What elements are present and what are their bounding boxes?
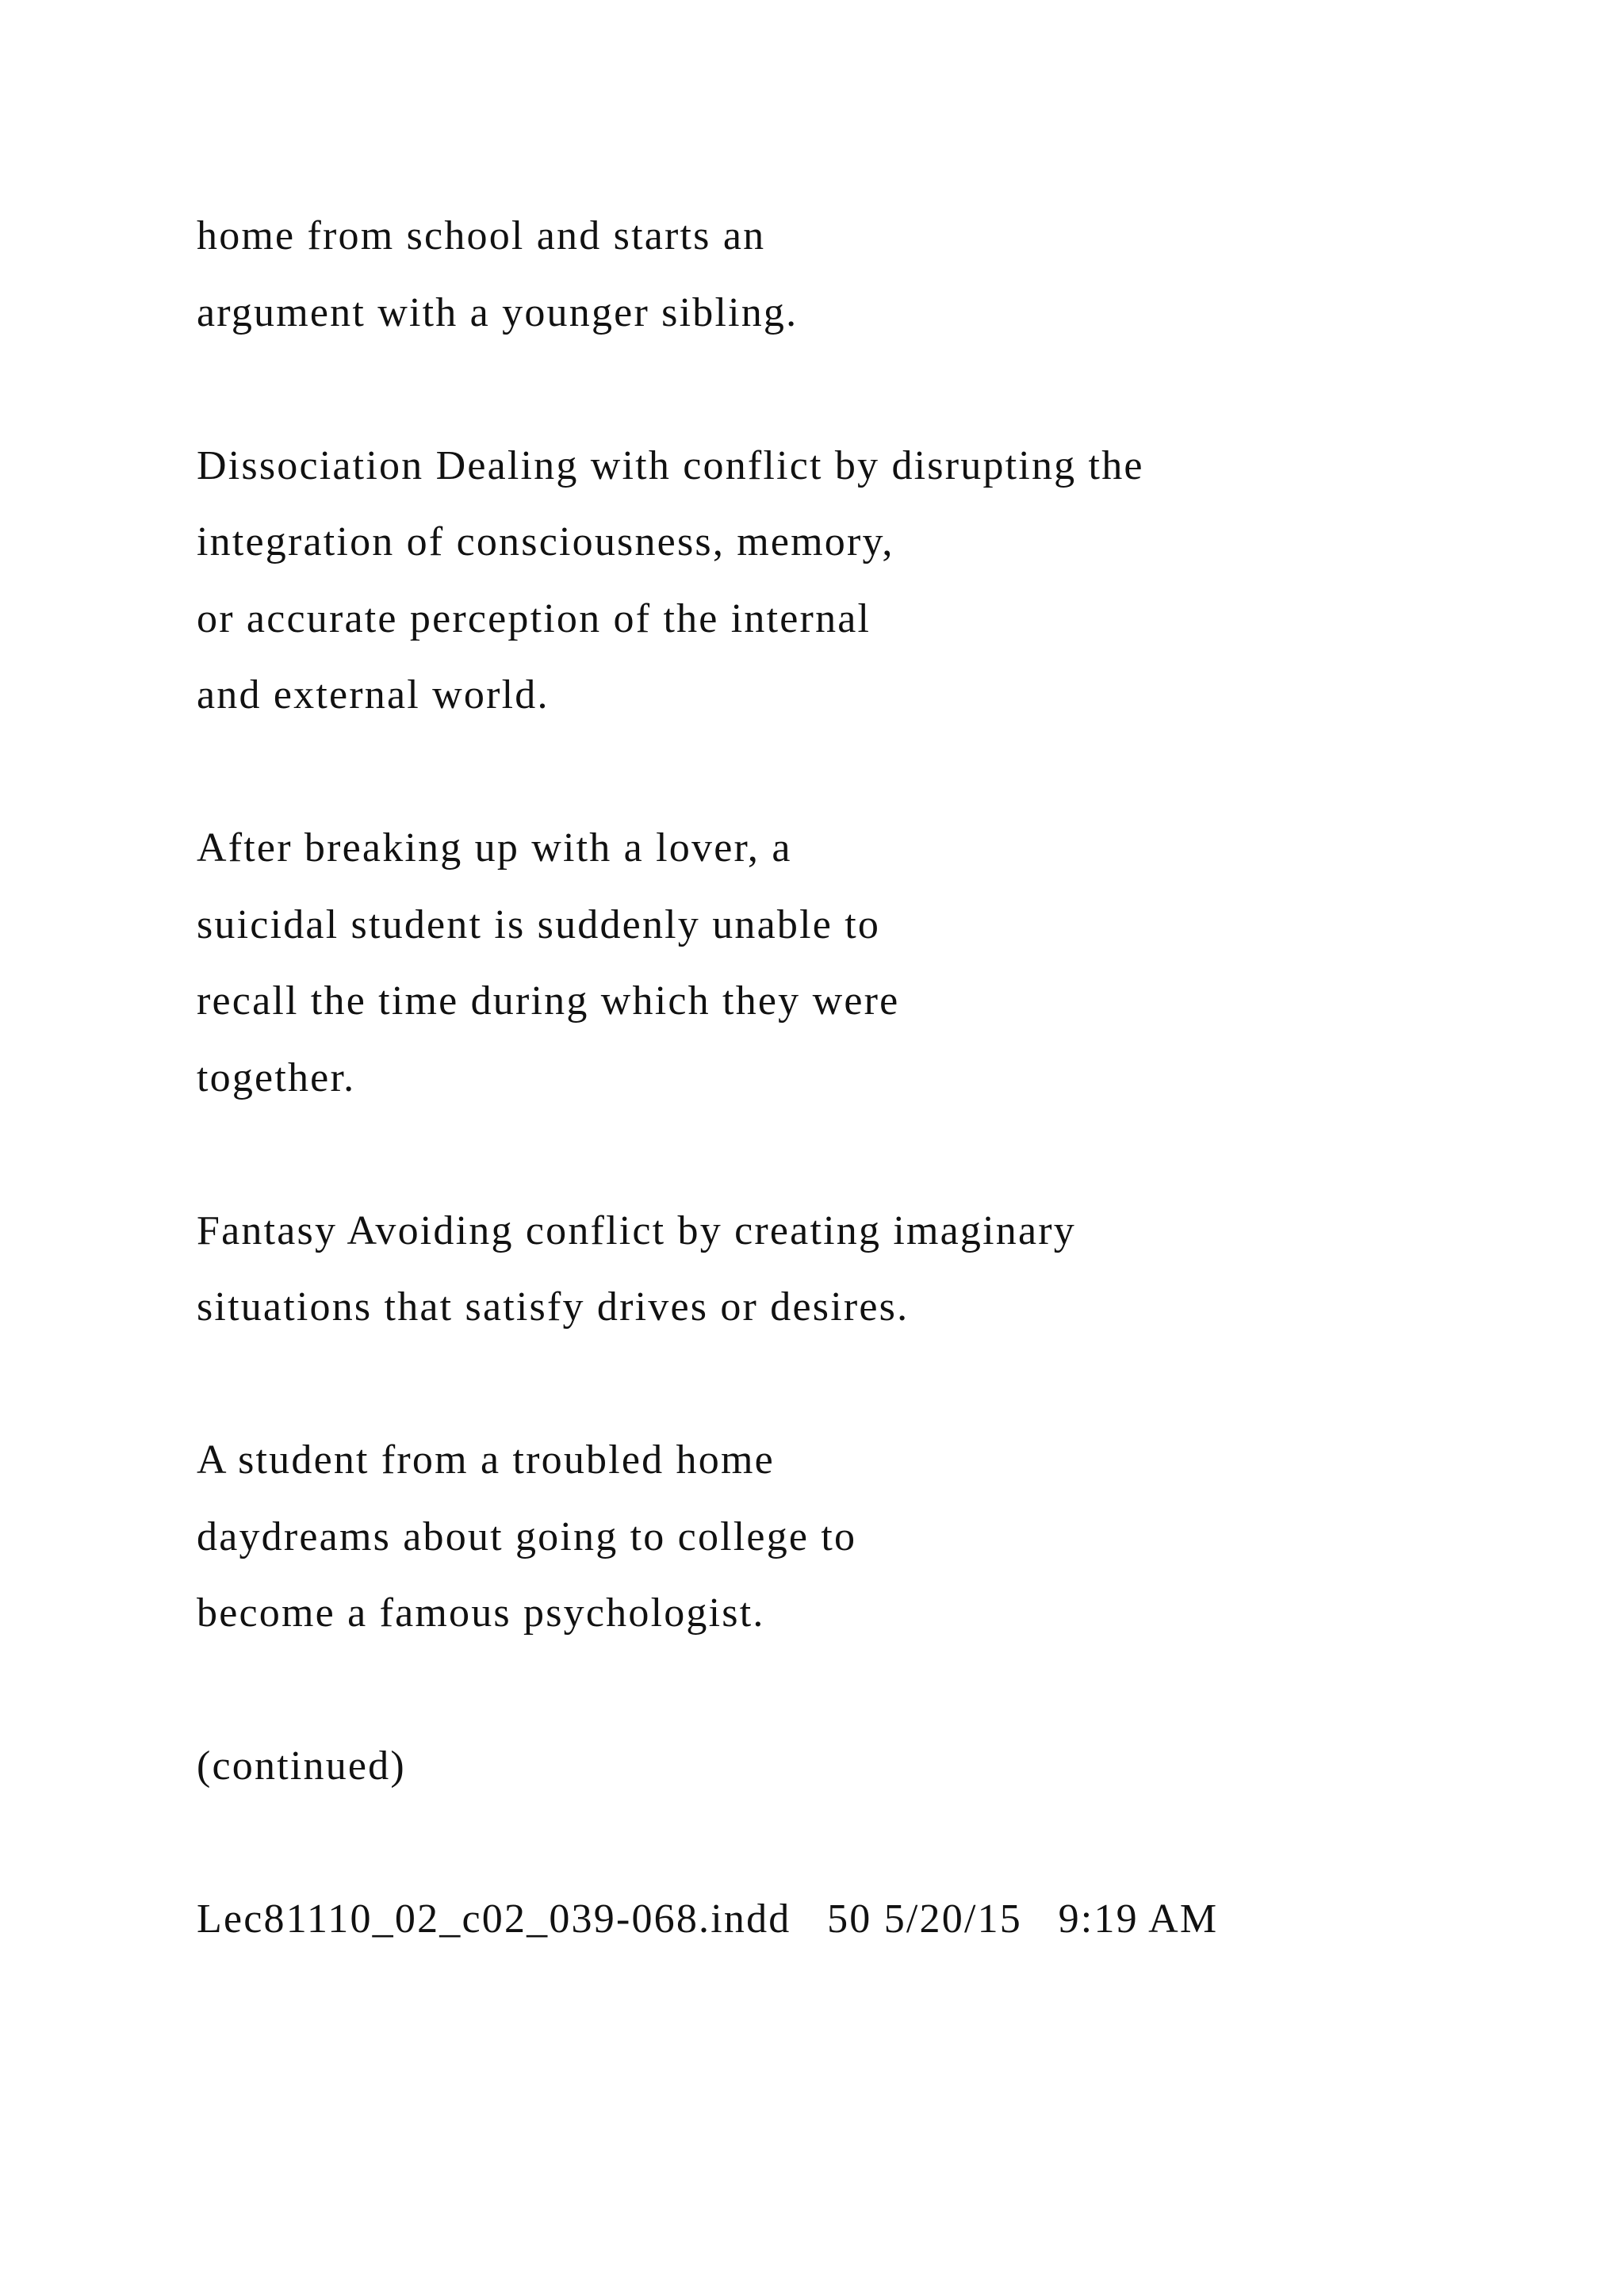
paragraph-fantasy-definition: [197, 1193, 1545, 1346]
paragraph-gap: [197, 734, 1545, 811]
text-line: become a famous psychologist.: [197, 1590, 765, 1636]
paragraph-fantasy-example: [197, 1422, 1545, 1652]
text-line: argument with a younger sibling.: [197, 289, 799, 335]
text-line: suicidal student is suddenly unable to: [197, 901, 881, 947]
text-line: recall the time during which they were: [197, 978, 900, 1024]
print-slug-footer: [197, 1881, 1545, 1958]
paragraph-dissociation-definition: [197, 428, 1545, 734]
text-line: together.: [197, 1054, 356, 1100]
text-line: or accurate perception of the internal: [197, 595, 871, 641]
text-line: situations that satisfy drives or desires.: [197, 1284, 910, 1330]
paragraph-gap: [197, 1805, 1545, 1882]
text-line: Dissociation Dealing with conflict by disrupting the: [197, 442, 1144, 488]
text-line: integration of consciousness, memory,: [197, 519, 894, 564]
text-line: Fantasy Avoiding conflict by creating imaginary: [197, 1207, 1076, 1253]
text-line: home from school and starts an: [197, 213, 766, 258]
text-line: A student from a troubled home: [197, 1437, 775, 1483]
text-line: and external world.: [197, 672, 550, 718]
document-body: [197, 198, 1545, 1958]
continued-note: [197, 1728, 1545, 1805]
text-line: daydreams about going to college to: [197, 1513, 857, 1559]
paragraph-dissociation-example: [197, 810, 1545, 1116]
text-line: (continued): [197, 1743, 406, 1789]
paragraph-gap: [197, 1652, 1545, 1729]
paragraph-gap: [197, 351, 1545, 428]
text-line: Lec81110_02_c02_039-068.indd 50 5/20/15 9:19 AM: [197, 1896, 1219, 1942]
paragraph-gap: [197, 1116, 1545, 1193]
text-line: After breaking up with a lover, a: [197, 825, 792, 871]
paragraph-sibling-argument: [197, 198, 1545, 351]
paragraph-gap: [197, 1346, 1545, 1423]
